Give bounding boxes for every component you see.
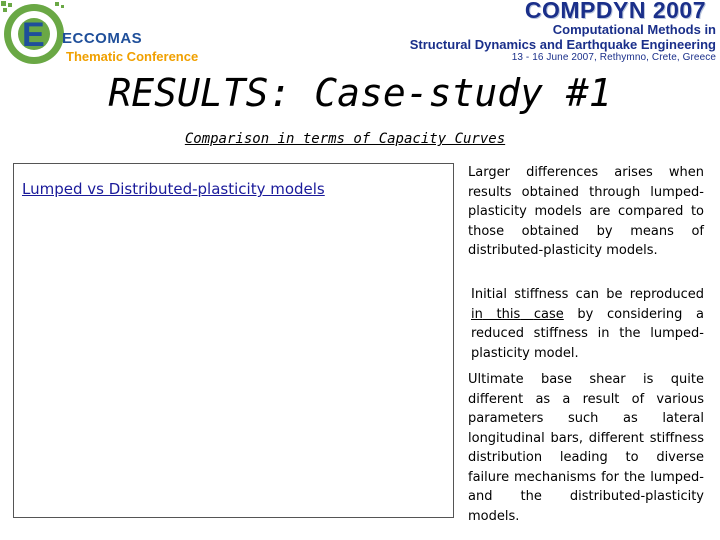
conference-header: [375, 0, 720, 66]
figure-caption: Lumped vs Distributed-plasticity models: [22, 180, 325, 198]
p2-underlined-in: in: [471, 306, 483, 322]
p2-underlined-space-2: [520, 307, 534, 322]
svg-text:E: E: [22, 16, 45, 54]
p2-before: Initial stiffness can be reproduced: [471, 287, 704, 302]
eccomas-logo: [0, 0, 230, 66]
text-paragraph-2-container: [471, 285, 704, 363]
logo-tagline: Thematic Conference: [66, 49, 199, 64]
text-paragraph-3-container: [468, 370, 704, 526]
text-paragraph-1: Larger differences arises when results obtained through lumped-plasticity models are compared to those obtained by means of distributed-plasticity models.: [468, 165, 704, 258]
p2-underlined-this: this: [496, 306, 521, 322]
text-paragraph-1-container: [468, 163, 704, 261]
figure-box: [13, 163, 454, 518]
p2-after: by considering a reduced stiffness in the lumped-plasticity model.: [471, 306, 704, 361]
p2-underlined-space-1: [483, 307, 497, 322]
text-paragraph-2: [471, 285, 704, 363]
conference-dates: 13 - 16 June 2007, Rethymno, Crete, Greece: [511, 52, 716, 63]
slide-subtitle: Comparison in terms of Capacity Curves: [184, 131, 506, 147]
conference-line-1: Computational Methods in: [552, 22, 716, 37]
text-paragraph-3: Ultimate base shear is quite different as a result of various parameters such as lateral longitudinal bars, different stiffness distribution leading to diverse failure mechanisms for the lumped- and the distributed-plasticity models.: [468, 372, 704, 524]
conference-name: COMPDYN 2007: [524, 0, 706, 23]
conference-line-2: Structural Dynamics and Earthquake Engineering: [409, 37, 716, 52]
slide-title: RESULTS: Case-study #1: [108, 71, 612, 115]
p2-underlined-case: case: [533, 306, 564, 322]
logo-brand: ECCOMAS: [62, 30, 143, 47]
